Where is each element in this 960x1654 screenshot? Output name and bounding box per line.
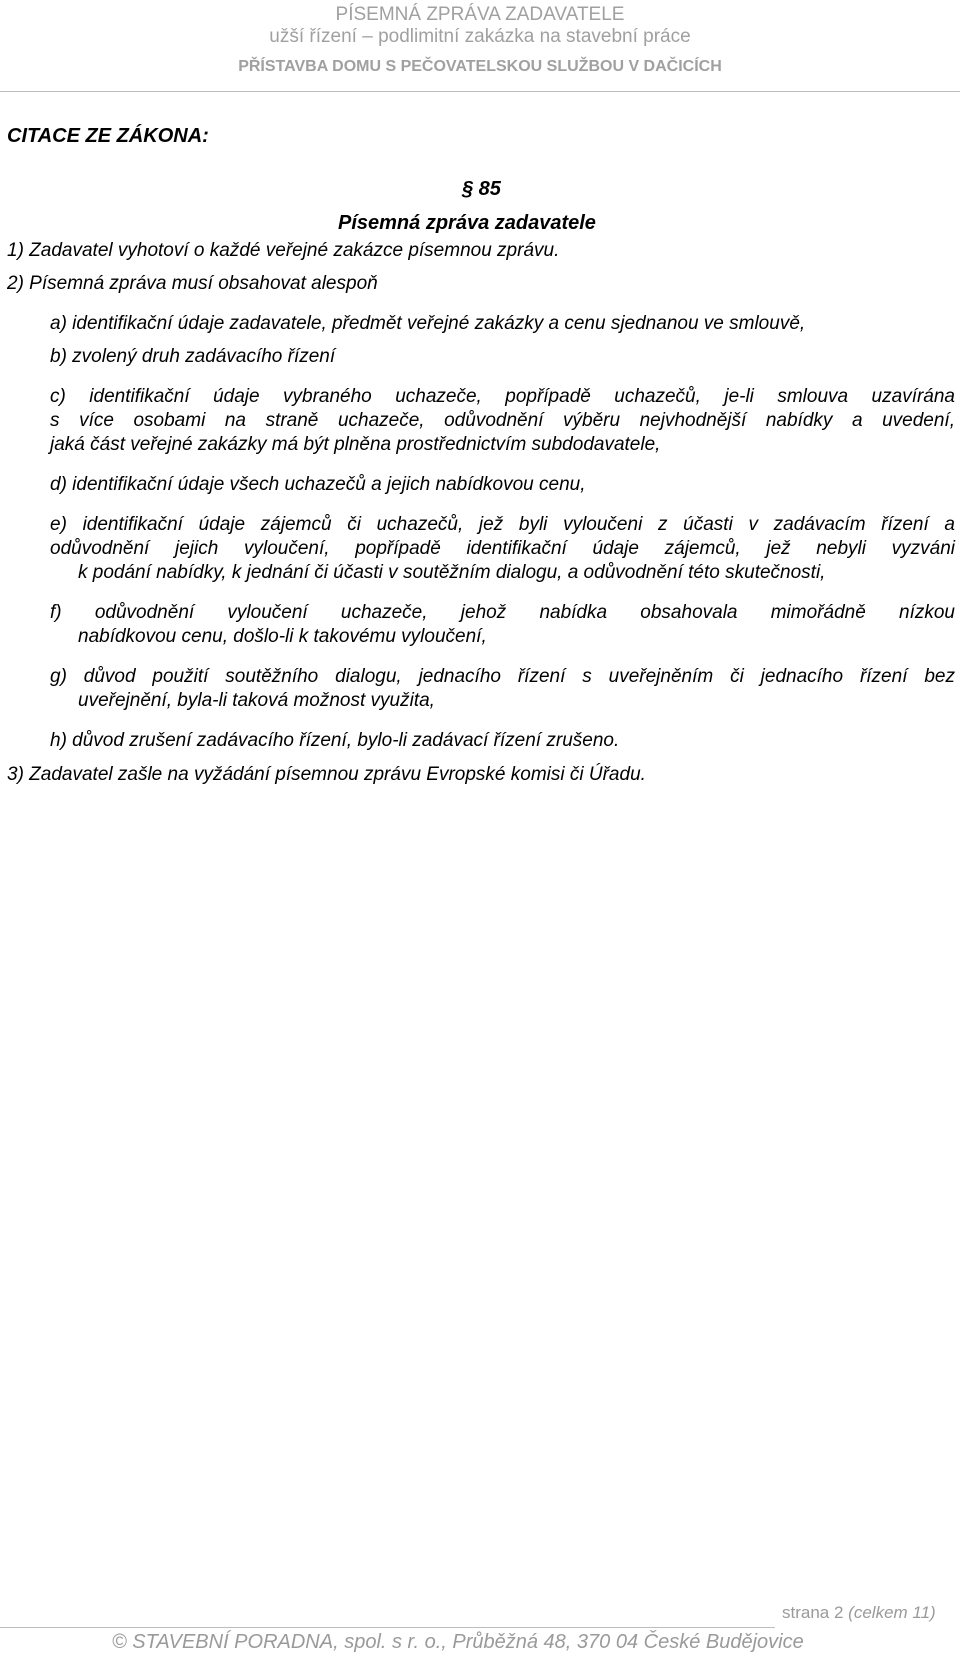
list-item-1: 1) Zadavatel vyhotoví o každé veřejné zakázce písemnou zprávu. — [7, 240, 560, 261]
footer-divider — [0, 1627, 775, 1628]
page-number: strana 2 — [782, 1603, 844, 1622]
subitem-c-line-3: jaká část veřejné zakázky má být plněna prostřednictvím subdodavatele, — [50, 434, 661, 455]
page-counter — [782, 1602, 936, 1624]
subitem-g-line-1: g) důvod použití soutěžního dialogu, jednacího řízení s uveřejněním či jednacího řízení bez — [50, 666, 955, 687]
subitem-h: h) důvod zrušení zadávacího řízení, bylo-li zadávací řízení zrušeno. — [50, 730, 620, 751]
header-title: PÍSEMNÁ ZPRÁVA ZADAVATELE — [335, 4, 625, 25]
header-subtitle: užší řízení – podlimitní zakázka na stavební práce — [269, 26, 691, 47]
header-project-name: PŘÍSTAVBA DOMU S PEČOVATELSKOU SLUŽBOU V DAČICÍCH — [238, 58, 722, 75]
subitem-a: a) identifikační údaje zadavatele, předmět veřejné zakázky a cenu sjednanou ve smlouvě, — [50, 313, 806, 334]
subitem-f-line-2: nabídkovou cenu, došlo-li k takovému vyloučení, — [78, 626, 487, 647]
subitem-f-line-1: f) odůvodnění vyloučení uchazeče, jehož nabídka obsahovala mimořádně nízkou — [50, 602, 955, 623]
subitem-c-line-1: c) identifikační údaje vybraného uchazeče, popřípadě uchazečů, je-li smlouva uzavírána — [50, 386, 955, 407]
subitem-e-line-2: odůvodnění jejich vyloučení, popřípadě identifikační údaje zájemců, jež nebyli vyzváni — [50, 538, 955, 559]
page-header — [0, 0, 960, 92]
page-total: (celkem 11) — [848, 1603, 936, 1622]
section-heading: CITACE ZE ZÁKONA: — [7, 125, 209, 147]
list-item-2: 2) Písemná zpráva musí obsahovat alespoň — [7, 273, 378, 294]
list-item-3: 3) Zadavatel zašle na vyžádání písemnou zprávu Evropské komisi či Úřadu. — [7, 764, 646, 785]
footer-company: © STAVEBNÍ PORADNA, spol. s r. o., Průběžná 48, 370 04 České Budějovice — [112, 1631, 804, 1653]
paragraph-number: § 85 — [462, 178, 501, 200]
subitem-e-line-1: e) identifikační údaje zájemců či uchazečů, jež byli vyloučeni z účasti v zadávacím řízení a — [50, 514, 955, 535]
subitem-e-line-3: k podání nabídky, k jednání či účasti v soutěžním dialogu, a odůvodnění této skutečnosti, — [78, 562, 826, 583]
subitem-c-line-2: s více osobami na straně uchazeče, odůvodnění výběru nejvhodnější nabídky a uvedení, — [50, 410, 955, 431]
subitem-d: d) identifikační údaje všech uchazečů a jejich nabídkovou cenu, — [50, 474, 586, 495]
subitem-g-line-2: uveřejnění, byla-li taková možnost využita, — [78, 690, 435, 711]
paragraph-title: Písemná zpráva zadavatele — [338, 212, 596, 234]
subitem-b: b) zvolený druh zadávacího řízení — [50, 346, 336, 367]
header-divider — [0, 91, 960, 92]
